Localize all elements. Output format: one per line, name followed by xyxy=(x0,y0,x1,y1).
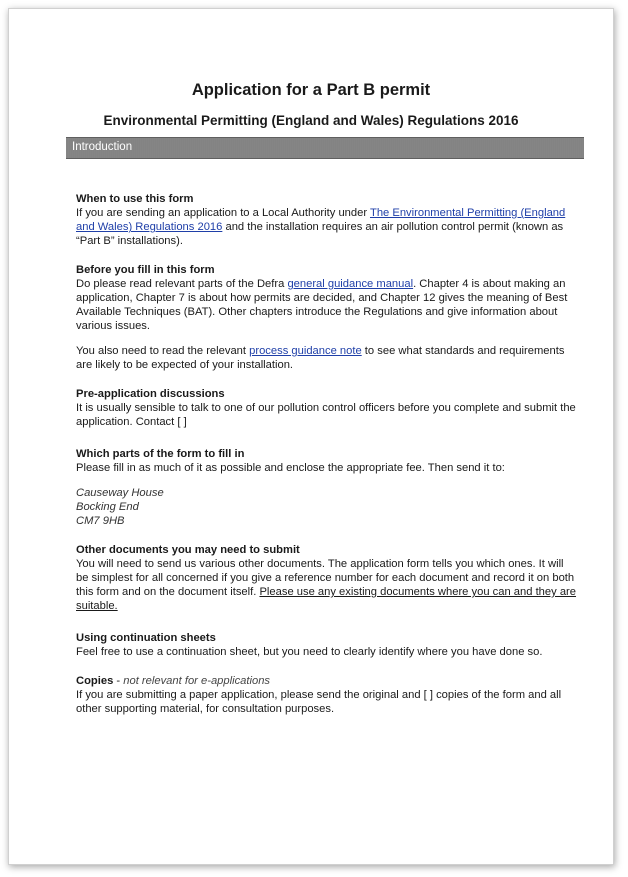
section-text: Feel free to use a continuation sheet, but you need to clearly identify where you have done so. xyxy=(76,646,543,658)
copies-note: not relevant for e-applications xyxy=(123,675,271,687)
section-heading: When to use this form xyxy=(76,193,194,205)
banner-label: Introduction xyxy=(72,141,133,153)
process-guidance-link[interactable]: process guidance note xyxy=(249,345,362,357)
text-run: . Chapter 4 is about making an application, Chapter 7 is about how permits are decided, and Chapter 12 gives the meaning of Best Available Techniques (BAT). Other chapters introduce the Regulations and give information about various issues. xyxy=(76,278,568,332)
text-run: and the installation requires an air pollution control permit (known as “Part B” installations). xyxy=(76,221,564,247)
page-title: Application for a Part B permit xyxy=(191,81,431,99)
text-run: - xyxy=(113,675,124,687)
section-which-parts xyxy=(76,447,576,528)
section-before-fill xyxy=(76,263,576,372)
text-run: Do please read relevant parts of the Defra xyxy=(76,278,288,290)
section-heading: Other documents you may need to submit xyxy=(76,544,300,556)
section-text: It is usually sensible to talk to one of our pollution control officers before you complete and submit the application. Contact [ ] xyxy=(76,402,576,428)
section-text xyxy=(76,344,576,372)
guidance-manual-link[interactable]: general guidance manual xyxy=(287,278,414,290)
section-heading: Using continuation sheets xyxy=(76,632,216,644)
address-line: Causeway House xyxy=(76,487,164,499)
section-when-to-use xyxy=(76,192,576,248)
section-text xyxy=(76,277,576,333)
address-line: CM7 9HB xyxy=(76,515,125,527)
copies-heading: Copies xyxy=(76,675,114,687)
section-text xyxy=(76,557,576,613)
section-heading: Before you fill in this form xyxy=(76,264,215,276)
text-run: You will need to send us various other documents. The application form tells you which ones. It will be simplest for all concerned if you give a reference number for each document and record it on both this form and on the document itself. xyxy=(76,558,575,598)
section-heading: Pre-application discussions xyxy=(76,388,225,400)
section-heading xyxy=(76,675,113,687)
section-other-documents xyxy=(76,543,576,613)
section-heading: Which parts of the form to fill in xyxy=(76,448,245,460)
section-banner xyxy=(66,137,584,159)
section-text: If you are submitting a paper application, please send the original and [ ] copies of the form and all other supporting material, for consultation purposes. xyxy=(76,689,562,715)
address-line: Bocking End xyxy=(76,501,139,513)
document-body xyxy=(76,192,576,716)
page-subtitle: Environmental Permitting (England and Wales) Regulations 2016 xyxy=(103,113,519,128)
section-continuation xyxy=(76,631,576,659)
underlined-text: Please use any existing documents where you can and they are suitable. xyxy=(76,586,577,612)
regulations-link[interactable]: The Environmental Permitting (England and Wales) Regulations 2016 xyxy=(76,207,566,233)
document-page xyxy=(8,8,614,865)
section-text: Please fill in as much of it as possible and enclose the appropriate fee. Then send it to: xyxy=(76,462,505,474)
section-text xyxy=(76,206,576,248)
text-run: If you are sending an application to a Local Authority under xyxy=(76,207,370,219)
text-run: to see what standards and requirements are likely to be expected of your installation. xyxy=(76,345,565,371)
section-pre-application xyxy=(76,387,576,429)
text-run: You also need to read the relevant xyxy=(76,345,250,357)
section-copies xyxy=(76,674,576,716)
